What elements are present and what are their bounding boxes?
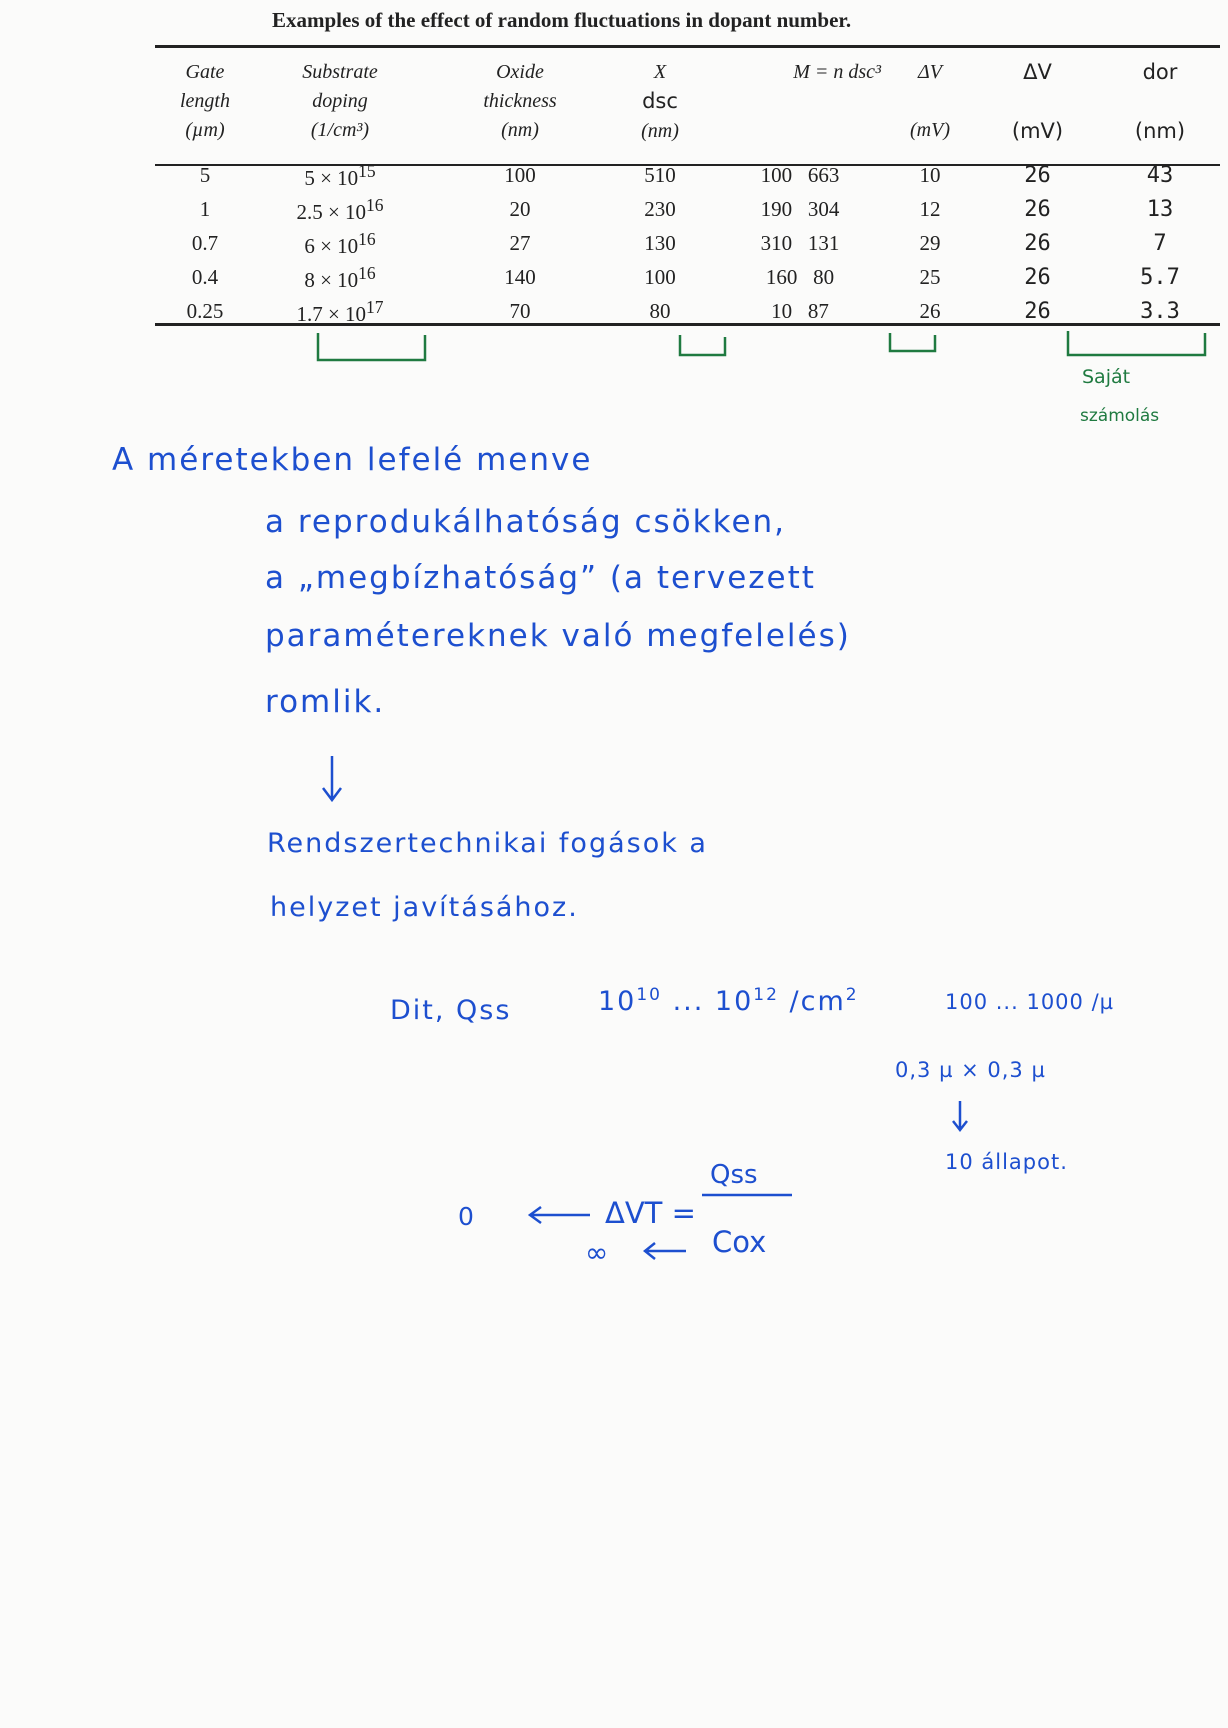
margin-note-line2: számolás bbox=[1080, 406, 1160, 426]
data-table bbox=[165, 58, 1220, 328]
zero-label: 0 bbox=[458, 1202, 474, 1231]
small-down-arrow-icon bbox=[948, 1098, 978, 1138]
note-line-3: a „megbízhatóság” (a tervezett bbox=[265, 560, 816, 596]
table-row: 5 $5 \times 10^{15}$ 100 510 100 663 10 26 43 bbox=[199, 161, 1174, 190]
green-bracket-marks bbox=[0, 325, 1228, 385]
note-line-5: romlik. bbox=[265, 684, 386, 720]
note-line-6: Rendszertechnikai fogások a bbox=[267, 828, 708, 859]
header-delta-v-hand: ΔV (mV) bbox=[1011, 60, 1064, 143]
fraction-numerator: Qss bbox=[710, 1160, 758, 1190]
left-arrow-icon bbox=[525, 1200, 595, 1230]
note-line-4: paramétereknek való megfelelés) bbox=[265, 618, 851, 654]
table-row: 0.4 $8 \times 10^{16}$ 140 100 160 80 25 26 5.7 bbox=[191, 263, 1180, 292]
margin-note-line1: Saját bbox=[1082, 366, 1131, 388]
note-line-7: helyzet javításához. bbox=[270, 892, 579, 923]
header-gate-length: Gate length (µm) bbox=[180, 61, 230, 141]
header-dor-hand: dor (nm) bbox=[1134, 60, 1186, 143]
header-m: M = n dsc³ bbox=[793, 61, 881, 83]
table-top-rule bbox=[155, 45, 1220, 48]
table-title: Examples of the effect of random fluctuations in dopant number. bbox=[272, 8, 852, 32]
left-arrow-small-icon bbox=[640, 1236, 690, 1266]
dit-qss-label: Dit, Qss bbox=[390, 995, 512, 1026]
side-note-2: 0,3 µ × 0,3 µ bbox=[895, 1058, 1046, 1082]
down-arrow-icon bbox=[315, 752, 355, 812]
delta-vt-label: ΔVT = bbox=[605, 1196, 696, 1230]
table-row: 0.7 $6 \times 10^{16}$ 27 130 310 131 29 26 7 bbox=[191, 229, 1167, 258]
note-line-1: A méretekben lefelé menve bbox=[112, 442, 593, 478]
fraction-bar bbox=[700, 1190, 800, 1200]
infinity-label: ∞ bbox=[585, 1236, 609, 1269]
side-note-3: 10 állapot. bbox=[945, 1150, 1068, 1174]
fraction-denominator: Cox bbox=[712, 1225, 767, 1259]
table-header-row bbox=[165, 58, 1220, 158]
interface-state-range: $10^{10}$ ... $10^{12}$ $/cm^2$ bbox=[598, 985, 859, 1017]
table-row: 1 $2.5 \times 10^{16}$ 20 230 190 304 12 26 13 bbox=[199, 195, 1174, 224]
side-note-1: 100 ... 1000 /µ bbox=[945, 990, 1115, 1014]
header-substrate-doping: Substrate doping (1/cm³) bbox=[302, 61, 378, 141]
header-delta-v: ΔV (mV) bbox=[910, 61, 950, 141]
note-line-2: a reprodukálhatóság csökken, bbox=[265, 504, 787, 540]
table-row: 0.25 $1.7 \times 10^{17}$ 70 80 10 87 26 26 3.3 bbox=[186, 297, 1180, 326]
header-oxide-thickness: Oxide thickness (nm) bbox=[483, 61, 557, 141]
header-x-dsc: X dsc (nm) bbox=[641, 61, 679, 142]
